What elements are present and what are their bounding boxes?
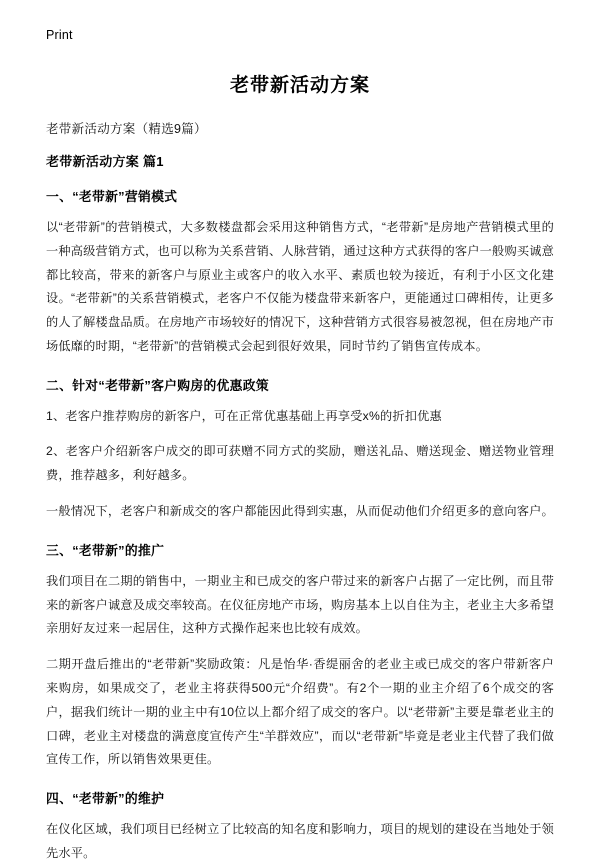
body-paragraph: 我们项目在二期的销售中，一期业主和已成交的客户带过来的新客户占据了一定比例，而且带来的新客户诚意及成交率较高。在仪征房地产市场，购房基本上以自住为主，老业主大多希望亲朋好友过来一起居住，这种方式操作起来也比较有成效。 (46, 573, 554, 636)
document-body (46, 186, 554, 866)
print-link[interactable]: Print (46, 28, 73, 42)
body-paragraph: 一般情况下，老客户和新成交的客户都能因此得到实惠，从而促动他们介绍更多的意向客户。 (46, 504, 554, 519)
body-paragraph: 2、老客户介绍新客户成交的即可获赠不同方式的奖励，赠送礼品、赠送现金、赠送物业管理费，推荐越多，利好越多。 (46, 444, 554, 483)
subsection-heading: 二、针对“老带新”客户购房的优惠政策 (46, 377, 269, 393)
page-title: 老带新活动方案 (229, 75, 370, 96)
section-heading: 老带新活动方案 篇1 (46, 154, 164, 169)
body-paragraph: 在仪化区域，我们项目已经树立了比较高的知名度和影响力，项目的规划的建设在当地处于领先水平。 (46, 822, 554, 860)
body-paragraph: 1、老客户推荐购房的新客户，可在正常优惠基础上再享受x%的折扣优惠 (46, 408, 442, 423)
subsection-heading: 三、“老带新”的推广 (46, 542, 165, 558)
subsection-heading: 一、“老带新”营销模式 (46, 189, 178, 204)
document-subtitle: 老带新活动方案（精选9篇） (46, 122, 207, 136)
subsection-heading: 四、“老带新”的维护 (46, 791, 165, 807)
body-paragraph: 二期开盘后推出的“老带新”奖励政策：凡是怡华·香缇丽舍的老业主或已成交的客户带新客户来购房，如果成交了，老业主将获得500元“介绍费”。有2个一期的业主介绍了6个成交的客户，据我们统计一期的业主中有10位以上都介绍了成交的客户。以“老带新”主要是靠老业主的口碑，老业主对楼盘的满意度宣传产生“羊群效应”，而以“老带新”毕竟是老业主代替了我们做宣传工作，所以销售效果更佳。 (46, 657, 554, 767)
body-paragraph: 以“老带新”的营销模式，大多数楼盘都会采用这种销售方式，“老带新”是房地产营销模式里的一种高级营销方式，也可以称为关系营销、人脉营销，通过这种方式获得的客户一般购买诚意都比较高，带来的新客户与原业主或客户的收入水平、素质也较为接近，有利于小区文化建设。“老带新”的关系营销模式，老客户不仅能为楼盘带来新客户，更能通过口碑相传，让更多的人了解楼盘品质。在房地产市场较好的情况下，这种营销方式很容易被忽视，但在房地产市场低靡的时期，“老带新”的营销模式会起到很好效果，同时节约了销售宣传成本。 (46, 220, 554, 353)
